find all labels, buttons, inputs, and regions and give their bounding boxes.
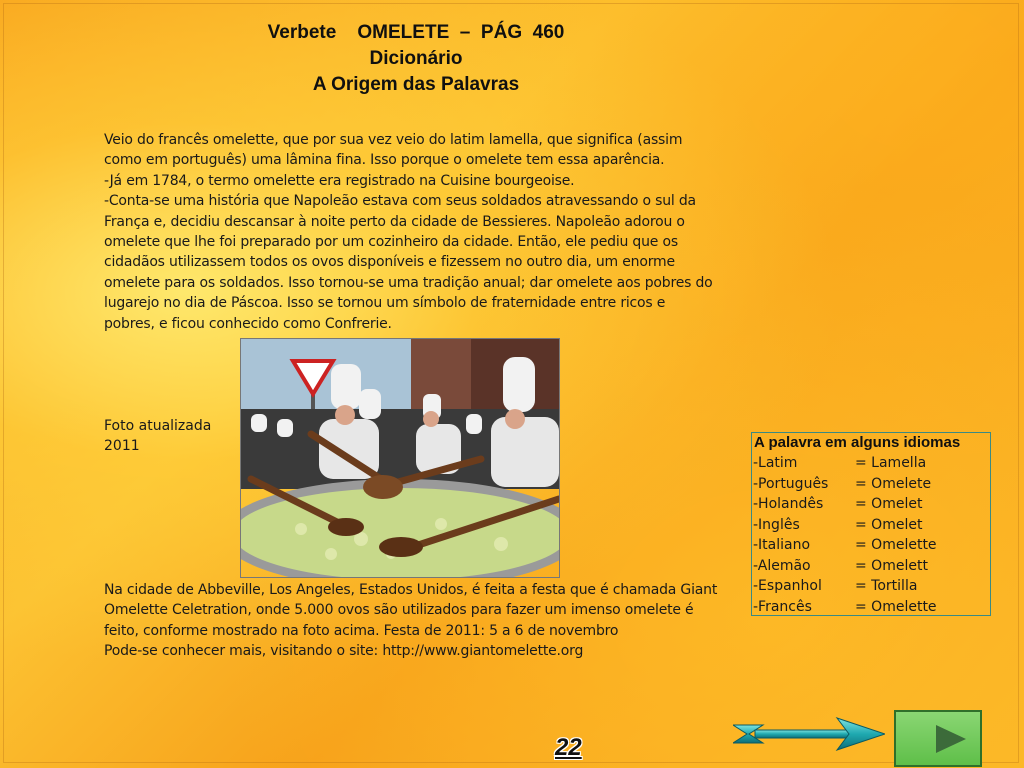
language-name: -Italiano bbox=[753, 537, 811, 553]
festival-text bbox=[104, 580, 724, 662]
origin-paragraph-1: Veio do francês omelette, que por sua vez veio do latim lamella, que significa (assim como em português) uma lâmina fina. Isso porque o omelete tem essa aparência. bbox=[104, 132, 683, 169]
title-line-2: Dicionário bbox=[369, 48, 463, 69]
language-row bbox=[752, 535, 990, 556]
giant-omelette-photo bbox=[240, 338, 560, 578]
languages-box bbox=[751, 432, 991, 616]
language-name: -Francês bbox=[753, 598, 812, 615]
languages-title: A palavra em alguns idiomas bbox=[754, 434, 961, 451]
language-word: = Omelette bbox=[855, 598, 937, 615]
language-row bbox=[752, 576, 990, 597]
page-number: 22 bbox=[555, 734, 582, 761]
language-name: -Espanhol bbox=[753, 578, 822, 594]
language-word: = Lamella bbox=[855, 455, 927, 471]
language-name: -Português bbox=[753, 475, 829, 492]
next-slide-button[interactable] bbox=[894, 710, 982, 767]
language-word: = Omelet bbox=[855, 496, 923, 512]
title-line-3: A Origem das Palavras bbox=[312, 74, 520, 95]
origin-paragraph-2: -Já em 1784, o termo omelette era registrado na Cuisine bourgeoise. bbox=[104, 172, 575, 189]
teal-arrow-icon[interactable] bbox=[733, 715, 885, 753]
language-name: -Alemão bbox=[753, 557, 811, 574]
title-line-1: Verbete OMELETE – PÁG 460 bbox=[267, 22, 565, 43]
festival-paragraph: Na cidade de Abbeville, Los Angeles, Estados Unidos, é feita a festa que é chamada Giant Omelette Celetration, onde 5.000 ovos são utilizados para fazer um imenso omelete é feito, conforme mostrado na foto acima. Festa de 2011: 5 a 6 de novembro bbox=[104, 582, 718, 639]
caption-line-1: Foto atualizada bbox=[104, 418, 212, 434]
photo-caption bbox=[104, 416, 234, 456]
origin-text bbox=[104, 130, 714, 334]
language-row bbox=[752, 494, 990, 515]
language-name: -Holandês bbox=[753, 496, 824, 512]
caption-line-2: 2011 bbox=[104, 438, 140, 454]
language-word: = Omelette bbox=[855, 537, 937, 553]
language-word: = Omelete bbox=[855, 475, 932, 492]
language-row bbox=[752, 515, 990, 536]
origin-paragraph-3: -Conta-se uma história que Napoleão estava com seus soldados atravessando o sul da França e, decidiu descansar à noite perto da cidade de Bessieres. Napoleão adorou o omelete que lhe foi preparado por um cozinheiro da cidade. Então, ele pediu que os cidadãos utilizassem todos os ovos disponíveis e fizessem no outro dia, um enorme omelete para os soldados. Isso tornou-se uma tradição anual; dar omelete aos pobres do lugarejo no dia de Páscoa. Isso se tornou um símbolo de fraternidade entre ricos e pobres, e ficou conhecido como Confrerie. bbox=[104, 193, 713, 332]
website-line: Pode-se conhecer mais, visitando o site: http://www.giantomelette.org bbox=[104, 643, 584, 660]
language-row bbox=[752, 474, 990, 495]
language-name: -Inglês bbox=[753, 516, 800, 533]
language-word: = Omelet bbox=[855, 516, 923, 533]
language-row bbox=[752, 556, 990, 577]
page-title bbox=[236, 20, 596, 98]
language-word: = Omelett bbox=[855, 557, 928, 574]
language-word: = Tortilla bbox=[855, 578, 918, 594]
language-row bbox=[752, 597, 990, 618]
language-name: -Latim bbox=[753, 455, 798, 471]
play-triangle-icon bbox=[936, 725, 966, 753]
language-row bbox=[752, 453, 990, 474]
